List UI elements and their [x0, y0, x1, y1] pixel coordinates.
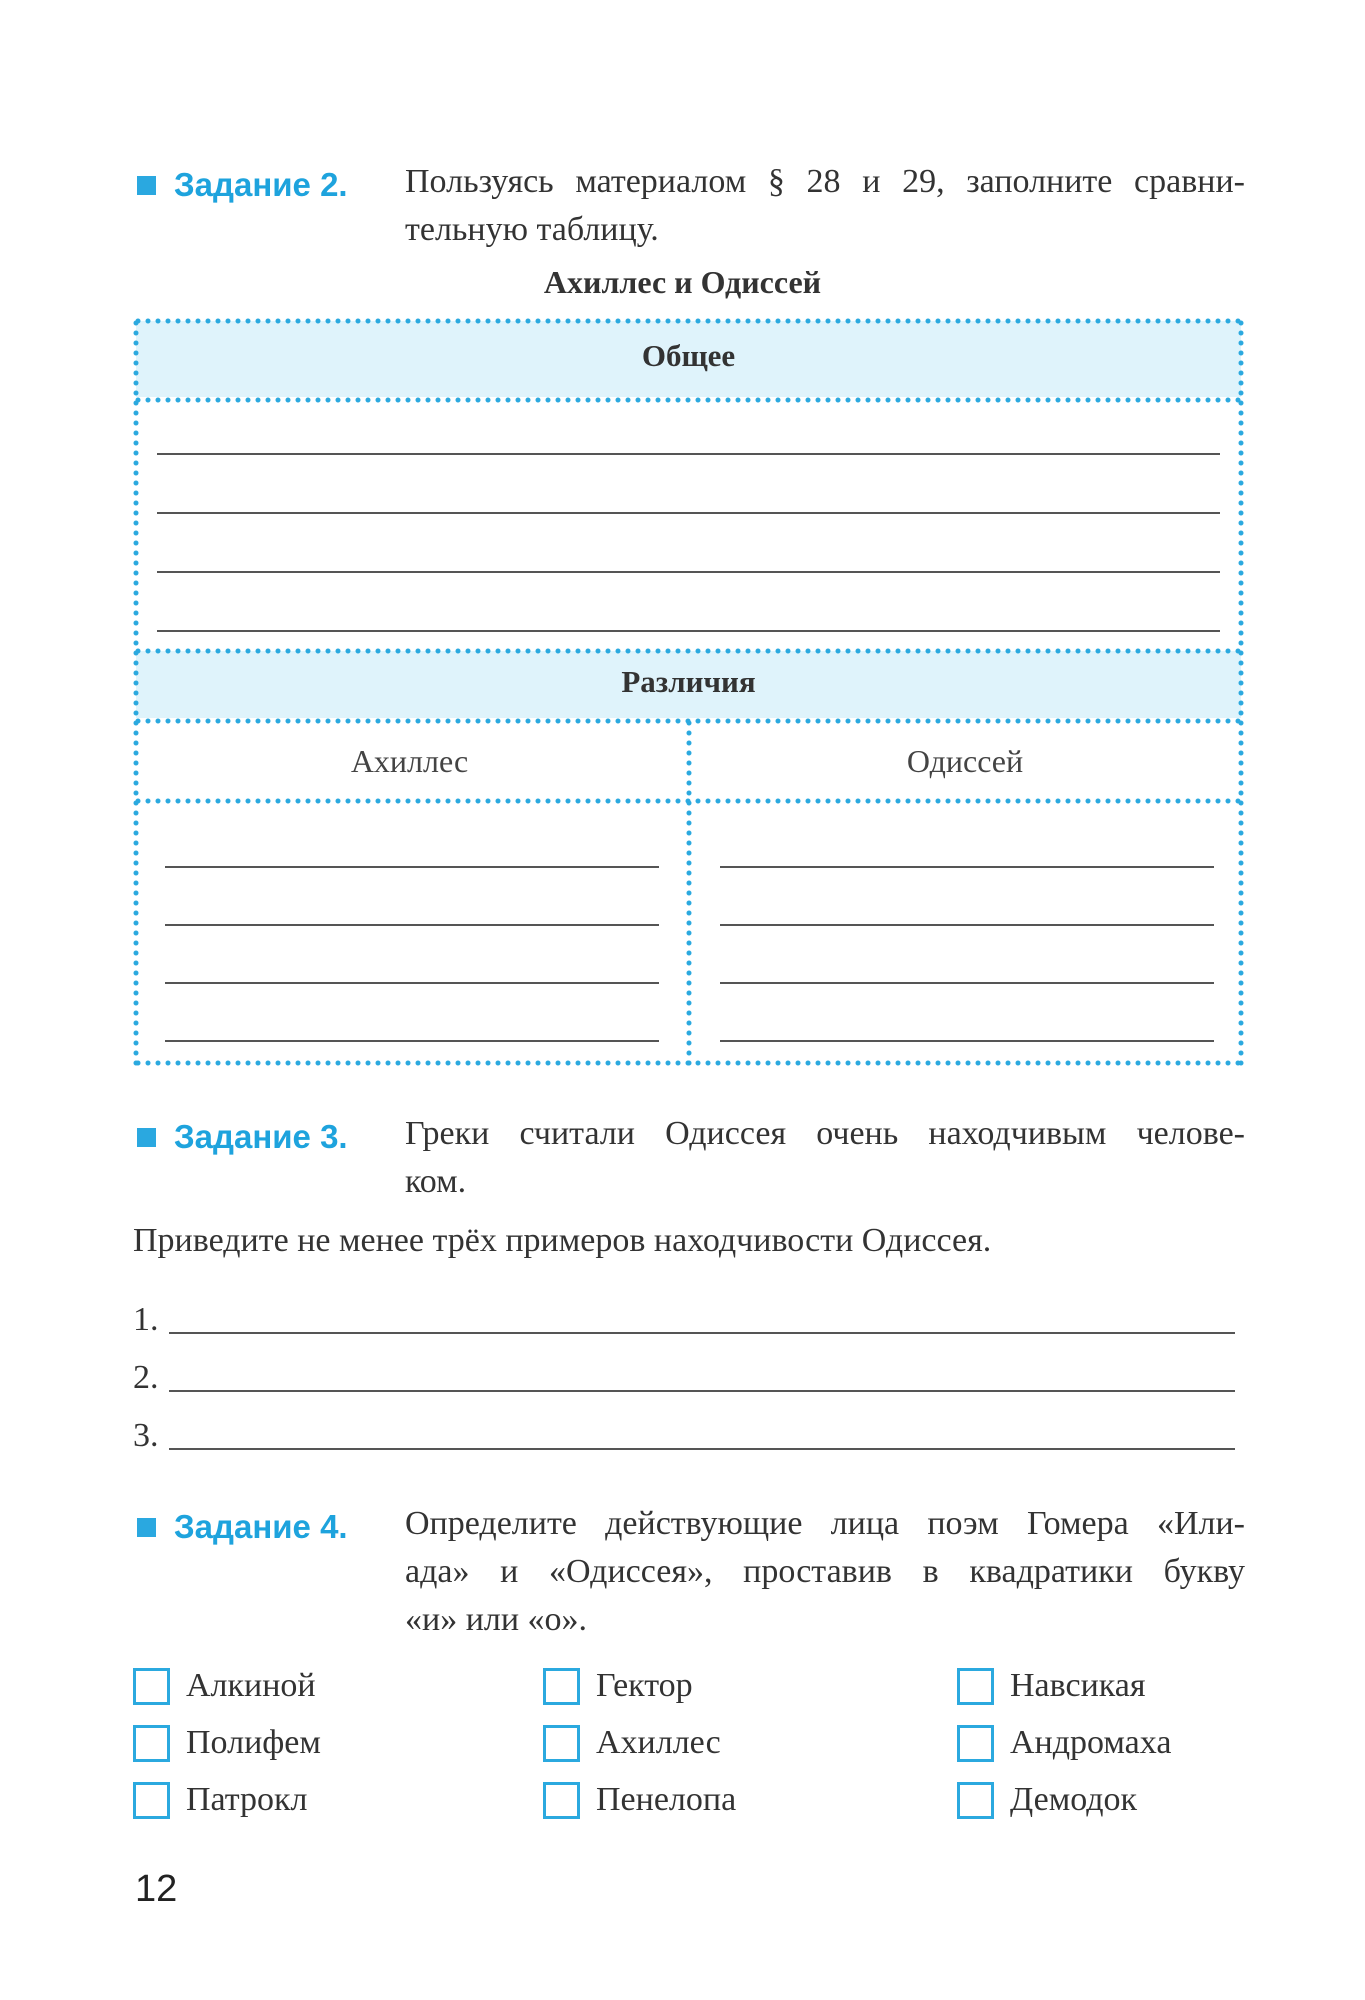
character-label: Навсикая — [1010, 1667, 1146, 1704]
common-header: Общее — [641, 338, 736, 373]
character-item-navsikaya — [957, 1664, 1146, 1708]
character-label: Полифем — [186, 1724, 321, 1761]
comparison-table — [133, 318, 1244, 1066]
task-3-label: Задание 3. — [174, 1118, 348, 1155]
character-item-alkinoy — [133, 1664, 316, 1708]
task-4-text-line: «и» или «о». — [405, 1601, 588, 1638]
numbered-answer-line — [133, 1408, 1235, 1456]
task-4-text — [405, 1500, 1245, 1644]
character-checkbox[interactable] — [133, 1782, 170, 1819]
character-label: Ахиллес — [596, 1724, 721, 1761]
character-checkbox[interactable] — [133, 1668, 170, 1705]
task-2-label: Задание 2. — [174, 166, 348, 203]
character-checkbox[interactable] — [543, 1668, 580, 1705]
answer-underline — [169, 1332, 1235, 1334]
character-checkbox[interactable] — [957, 1725, 994, 1762]
answer-line-odysseus — [720, 982, 1214, 984]
table-title: Ахиллес и Одиссей — [543, 264, 822, 300]
task-2-text — [405, 158, 1245, 254]
task-3-heading — [137, 1116, 348, 1166]
task-4-label: Задание 4. — [174, 1508, 348, 1545]
column-header-achilles: Ахиллес — [350, 743, 469, 779]
answer-line — [157, 630, 1220, 632]
character-checkbox[interactable] — [957, 1668, 994, 1705]
page-number: 12 — [135, 1868, 178, 1910]
answer-line — [157, 453, 1220, 455]
task-4-text-line: Определите действующие лица поэм Гомера «Или- — [405, 1505, 1245, 1542]
table-column-divider — [686, 718, 692, 1066]
numbered-answer-line — [133, 1350, 1235, 1398]
character-label: Демодок — [1010, 1781, 1138, 1818]
answer-underline — [169, 1448, 1235, 1450]
answer-line-achilles — [165, 924, 659, 926]
character-item-akhilles — [543, 1721, 721, 1765]
answer-line-odysseus — [720, 924, 1214, 926]
task-4-text-line: ада» и «Одиссея», проставив в квадратики букву — [405, 1553, 1245, 1590]
answer-number: 1. — [133, 1301, 159, 1338]
character-item-demodok — [957, 1778, 1137, 1822]
answer-line — [157, 512, 1220, 514]
character-label: Андромаха — [1010, 1724, 1172, 1761]
character-label: Гектор — [596, 1667, 693, 1704]
table-border-left — [133, 318, 139, 1066]
task-3-text — [405, 1110, 1245, 1206]
character-label: Пенелопа — [596, 1781, 737, 1818]
answer-number: 2. — [133, 1359, 159, 1396]
differences-header: Различия — [621, 664, 756, 699]
answer-line-odysseus — [720, 1040, 1214, 1042]
character-item-andromakha — [957, 1721, 1171, 1765]
character-label: Патрокл — [186, 1781, 308, 1818]
answer-line-achilles — [165, 982, 659, 984]
table-divider — [133, 397, 1244, 403]
table-border-top — [133, 318, 1244, 324]
answer-line-odysseus — [720, 866, 1214, 868]
answer-line-achilles — [165, 1040, 659, 1042]
task-2-heading — [137, 164, 348, 214]
task-bullet-icon — [137, 1518, 156, 1537]
task-2-text-line: Пользуясь материалом § 28 и 29, заполните сравни- — [405, 163, 1245, 200]
character-item-penelopa — [543, 1778, 736, 1822]
character-label: Алкиной — [186, 1667, 316, 1704]
task-3-prompt: Приведите не менее трёх примеров находчивости Одиссея. — [133, 1222, 992, 1259]
task-bullet-icon — [137, 1128, 156, 1147]
answer-number: 3. — [133, 1417, 159, 1454]
numbered-answer-line — [133, 1292, 1235, 1340]
task-3-text-line: ком. — [405, 1163, 467, 1200]
task-4-heading — [137, 1506, 348, 1556]
answer-line-achilles — [165, 866, 659, 868]
table-border-right — [1238, 318, 1244, 1066]
character-checkbox[interactable] — [133, 1725, 170, 1762]
task-bullet-icon — [137, 176, 156, 195]
character-checkbox[interactable] — [957, 1782, 994, 1819]
task-2-text-line: тельную таблицу. — [405, 211, 659, 248]
column-header-odysseus: Одиссей — [906, 743, 1024, 779]
answer-underline — [169, 1390, 1235, 1392]
character-item-polifem — [133, 1721, 321, 1765]
character-checkbox[interactable] — [543, 1782, 580, 1819]
character-item-patrokl — [133, 1778, 308, 1822]
answer-line — [157, 571, 1220, 573]
task-3-text-line: Греки считали Одиссея очень находчивым челове- — [405, 1115, 1245, 1152]
character-item-gektor — [543, 1664, 693, 1708]
table-divider — [133, 648, 1244, 654]
character-checkbox[interactable] — [543, 1725, 580, 1762]
